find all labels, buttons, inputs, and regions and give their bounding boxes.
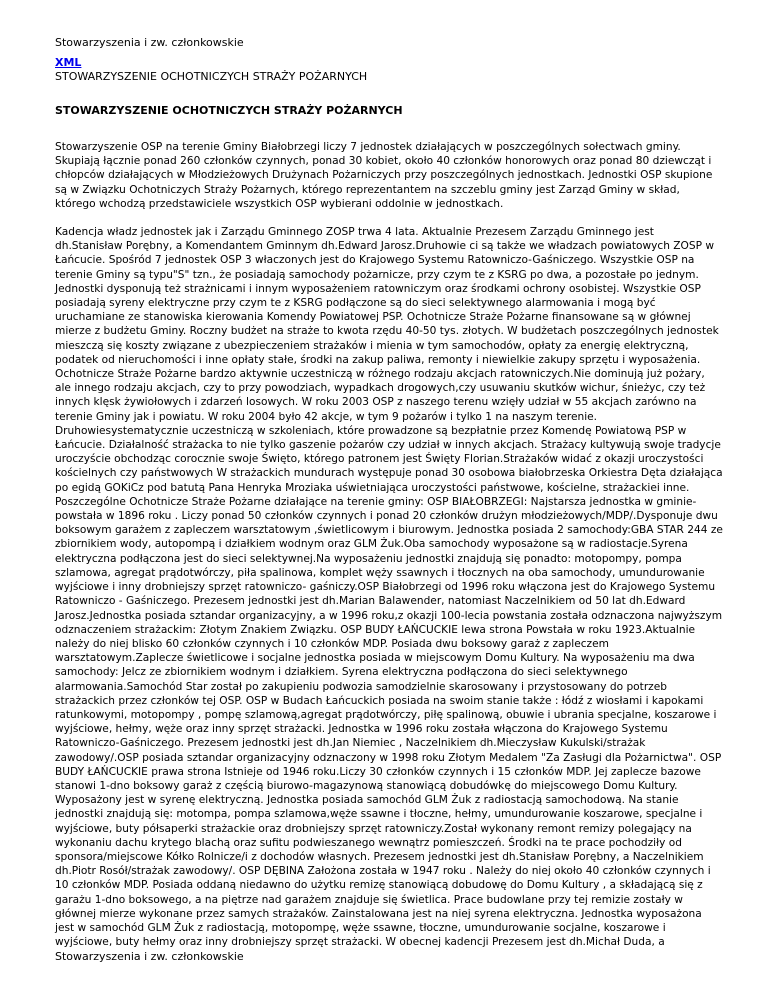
paragraph-body: Kadencja władz jednostek jak i Zarządu Gminnego ZOSP trwa 4 lata. Aktualnie Prezesem Zarządu Gminnego jest dh.Stanisław Porębny, a Komendantem Gminnym dh.Edward Jarosz.Druhowie ci są także we władzach powiatowych ZOSP w Łańcucie. Spośród 7 jednostek OSP 3 właczonych jest do Krajowego Systemu Ratowniczo-Gaśniczego. Wszystkie OSP na terenie Gminy są typu"S" tzn., że posiadają samochody pożarnicze, przy czym te z KSRG po dwa, a pozostałe po jednym. Jednostki dysponują też strażnicami i innym wyposażeniem ratowniczym oraz środkami ochrony osobistej. Wszystkie OSP posiadają syreny elektryczne przy czym te z KSRG podłączone są do sieci selektywnego alarmowania i mogą być uruchamiane ze stanowiska kierowania Komendy Powiatowej PSP. Ochotnicze Straże Pożarne finansowane są w głównej mierze z budżetu Gminy. Roczny budżet na straże to kwota rzędu 40-50 tys. złotych. W budżetach poszczególnych jednostek mieszczą się koszty związane z ubezpieczeniem strażaków i mienia w tym samochodów, opłaty za energię elektryczną, podatek od nieruchomości i inne opłaty stałe, środki na zakup paliwa, remonty i niewielkie zakupy sprzętu i wyposażenia. Ochotnicze Straże Pożarne bardzo aktywnie uczestniczą w różnego rodzaju akcjach ratowniczych.Nie dominują już pożary, ale innego rodzaju akcjach, czy to przy powodziach, wypadkach drogowych,czy usuwaniu skutków wichur, śnieżyc, czy też innych klęsk żywiołowych i zdarzeń losowych. W roku 2003 OSP z naszego terenu wzięły udział w 55 akcjach zarówno na terenie Gminy jak i powiatu. W roku 2004 było 42 akcje, w tym 9 pożarów i tylko 1 na naszym terenie. Druhowiesystematycznie uczestniczą w szkoleniach, które prowadzone są bezpłatnie przez Komendę Powiatową PSP w Łańcucie. Działalność strażacka to nie tylko gaszenie pożarów czy udział w innych akcjach. Strażacy kultywują swoje tradycje uroczyście obchodząc corocznie swoje Święto, którego patronem jest Święty Florian.Strażaków widać z okazji uroczystości kościelnych czy państwowych W strażackich mundurach występuje ponad 30 osobowa białobrzeska Orkiestra Dęta działająca po egidą GOKiCz pod batutą Pana Henryka Mroziaka uświetniająca uroczystości państwowe, kościelne, strażackiei inne. Poszczególne Ochotnicze Straże Pożarne działające na terenie gminy: OSP BIAŁOBRZEGI: Najstarsza jednostka w gminie- powstała w 1896 roku . Liczy ponad 50 członków czynnych i ponad 20 członków drużyn młodzieżowych/MDP/.Dysponuje dwu boksowym garażem z zapleczem warsztatowym ,świetlicowym i biurowym. Jednostka posiada 2 samochody:GBA STAR 244 ze zbiornikiem wody, autopompą i działkiem wodnym oraz GLM Żuk.Oba samochody wyposażone są w radiostacje.Syrena elektryczna podłączona jest do sieci selektywnej.Na wyposażeniu jednostki znajdują się ponadto: motopompy, pompa szlamowa, agregat prądotwórczy, piła spalinowa, komplet węży ssawnych i tłocznych na oba samochody, umundurowanie wyjściowe i inny drobniejszy sprzęt ratowniczo- gaśniczy.OSP Białobrzegi od 1996 roku włączona jest do Krajowego Systemu Ratowniczo - Gaśniczego. Prezesem jednostki jest dh.Marian Balawender, natomiast Naczelnikiem od 50 lat dh.Edward Jarosz.Jednostka posiada sztandar organizacyjny, a w 1996 roku,z okazji 100-lecia powstania została odznaczona najwyższym odznaczeniem strażackim: Złotym Znakiem Związku. OSP BUDY ŁAŃCUCKIE lewa strona Powstała w roku 1923.Aktualnie należy do niej blisko 60 członków czynnych i 10 członków MDP. Posiada dwu boksowy garaż z zapleczem warsztatowym.Zaplecze świetlicowe i socjalne jednostka posiada w miejscowym Domu Kultury. Na wyposażeniu ma dwa samochody: Jelcz ze zbiornikiem wodnym i działkiem. Syrena elektryczna podłączona do sieci selektywnego alarmowania.Samochód Star został po zakupieniu podwozia samodzielnie skarosowany i przystosowany do potrzeb strażackich przez członków tej OSP. OSP w Budach Łańcuckich posiada na swoim stanie także : łódź z wiosłami i kapokami ratunkowymi, motopompy , pompę szlamową,agregat prądotwórczy, piłę spalinową, obuwie i ubrania specjalne, koszarowe i wyjściowe, hełmy, węże oraz inny sprzęt strażacki. Jednostka w 1996 roku została włączona do Krajowego Systemu Ratowniczo-Gaśniczego. Prezesem jednostki jest dh.Jan Niemiec , Naczelnikiem dh.Mieczysław Kukulski/strażak zawodowy/.OSP posiada sztandar organizacyjny odznaczony w 1998 roku Złotym Medalem "Za Zasługi dla Pożarnictwa". OSP BUDY ŁAŃCUCKIE prawa strona Istnieje od 1946 roku.Liczy 30 członków czynnych i 15 członków MDP. Jej zaplecze bazowe stanowi 1-dno boksowy garaż z częścią biurowo-magazynową stanowiącą dobudówkę do miejscowego Domu Kultury. Wyposażony jest w syrenę elektryczną. Jednostka posiada samochód GLM Żuk z radiostacją samochodową. Na stanie jednostki znajdują się: motompa, pompa szlamowa,węże ssawne i tłoczne, hełmy, umundurowanie koszarowe, specjalne i wyjściowe, buty półsaperki strażackie oraz drobniejszy sprzęt ratowniczy.Został wykonany remont remizy polegający na wykonaniu dachu krytego blachą oraz sufitu podwieszanego wewnątrz pomieszczeń. Środki na te prace pochodziły od sponsora/miejscowe Kółko Rolnicze/i z dochodów własnych. Prezesem jednostki jest dh.Stanisław Porębny, a Naczelnikiem dh.Piotr Rosół/strażak zawodowy/. OSP DĘBINA Założona została w 1947 roku . Należy do niej około 40 członków czynnych i 10 członków MDP. Posiada oddaną niedawno do użytku remizę stanowiącą dobudowę do Domu Kultury , a składającą się z garażu 1-dno boksowego, a na piętrze nad garażem znajduje się świetlica. Prace budowlane przy tej remizie zostały w głównej mierze wykonane przez samych strażaków. Zainstalowana jest na niej syrena elektryczna. Jednostka wyposażona jest w samochód GLM Żuk z radiostacją, motopompę, węże ssawne, tłoczne, umundurowanie socjalne, koszarowe i wyjściowe, buty hełmy oraz inny drobniejszy sprzęt strażacki. W obecnej kadencji Prezesem jest dh.Michał Duda, a <box>55 226 723 949</box>
paragraph-intro: Stowarzyszenie OSP na terenie Gminy Białobrzegi liczy 7 jednostek działających w poszczególnych sołectwach gminy. Skupiają łącznie ponad 260 członków czynnych, ponad 30 kobiet, około 40 członków honorowych oraz ponad 80 dziewcząt i chłopców działających w Młodzieżowych Drużynach Pożarniczych przy poszczególnych jednostkach. Jednostki OSP skupione są w Związku Ochotniczych Straży Pożarnych, którego reprezentantem na szczeblu gminy jest Zarząd Gminy w skład, którego wchodzą przedstawiciele wszystkich OSP wybierani oddolnie w jednostkach. <box>55 141 713 210</box>
document-subtitle: STOWARZYSZENIE OCHOTNICZYCH STRAŻY POŻARNYCH <box>55 70 368 83</box>
document-title: STOWARZYSZENIE OCHOTNICZYCH STRAŻY POŻARNYCH <box>55 104 403 117</box>
category-footer: Stowarzyszenia i zw. członkowskie <box>55 950 244 963</box>
document-page <box>55 36 723 949</box>
xml-link[interactable]: XML <box>55 56 82 69</box>
category-header: Stowarzyszenia i zw. członkowskie <box>55 36 244 49</box>
